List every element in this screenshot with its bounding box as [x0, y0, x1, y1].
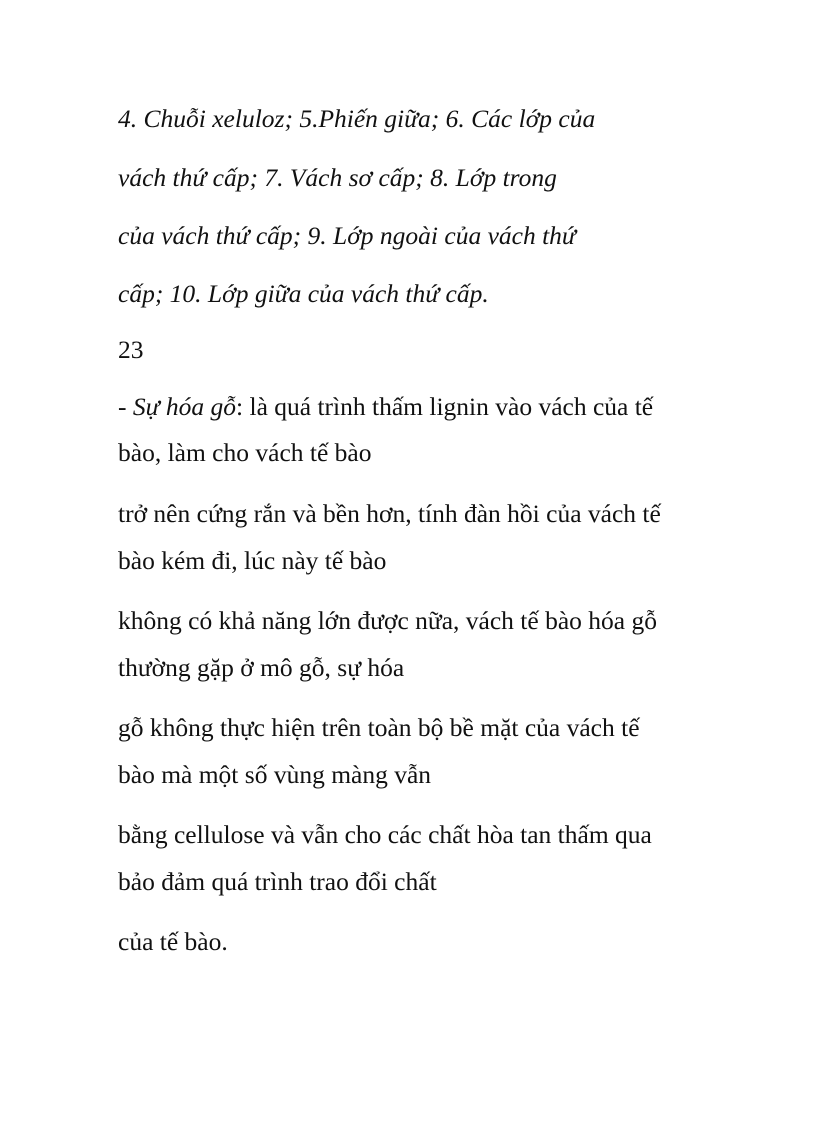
- paragraph-dash: -: [118, 392, 133, 421]
- paragraph-line: bào, làm cho vách tế bào: [118, 438, 372, 467]
- page-number: 23: [118, 335, 144, 364]
- term-su-hoa-go: Sự hóa gỗ: [132, 392, 237, 421]
- paragraph-line: gỗ không thực hiện trên toàn bộ bề mặt của vách tế: [118, 713, 640, 742]
- paragraph-line: bào mà một số vùng màng vẫn: [118, 760, 432, 789]
- paragraph-line: không có khả năng lớn được nữa, vách tế bào hóa gỗ: [118, 606, 657, 635]
- caption-line: vách thứ cấp; 7. Vách sơ cấp; 8. Lớp trong: [118, 163, 557, 192]
- caption-line: 4. Chuỗi xeluloz; 5.Phiến giữa; 6. Các lớp của: [118, 104, 596, 133]
- paragraph-line: của tế bào.: [118, 927, 228, 956]
- paragraph-line: bào kém đi, lúc này tế bào: [118, 546, 387, 575]
- paragraph-line: thường gặp ở mô gỗ, sự hóa: [118, 653, 405, 682]
- paragraph-first-line: [118, 392, 653, 422]
- paragraph-line: bảo đảm quá trình trao đổi chất: [118, 867, 437, 896]
- paragraph-line: bằng cellulose và vẫn cho các chất hòa tan thấm qua: [118, 820, 652, 849]
- caption-line: của vách thứ cấp; 9. Lớp ngoài của vách thứ: [118, 221, 576, 250]
- caption-line: cấp; 10. Lớp giữa của vách thứ cấp.: [118, 279, 489, 308]
- paragraph-line: trở nên cứng rắn và bền hơn, tính đàn hồi của vách tế: [118, 499, 661, 528]
- paragraph-first-line-rest: : là quá trình thấm lignin vào vách của tế: [236, 392, 654, 421]
